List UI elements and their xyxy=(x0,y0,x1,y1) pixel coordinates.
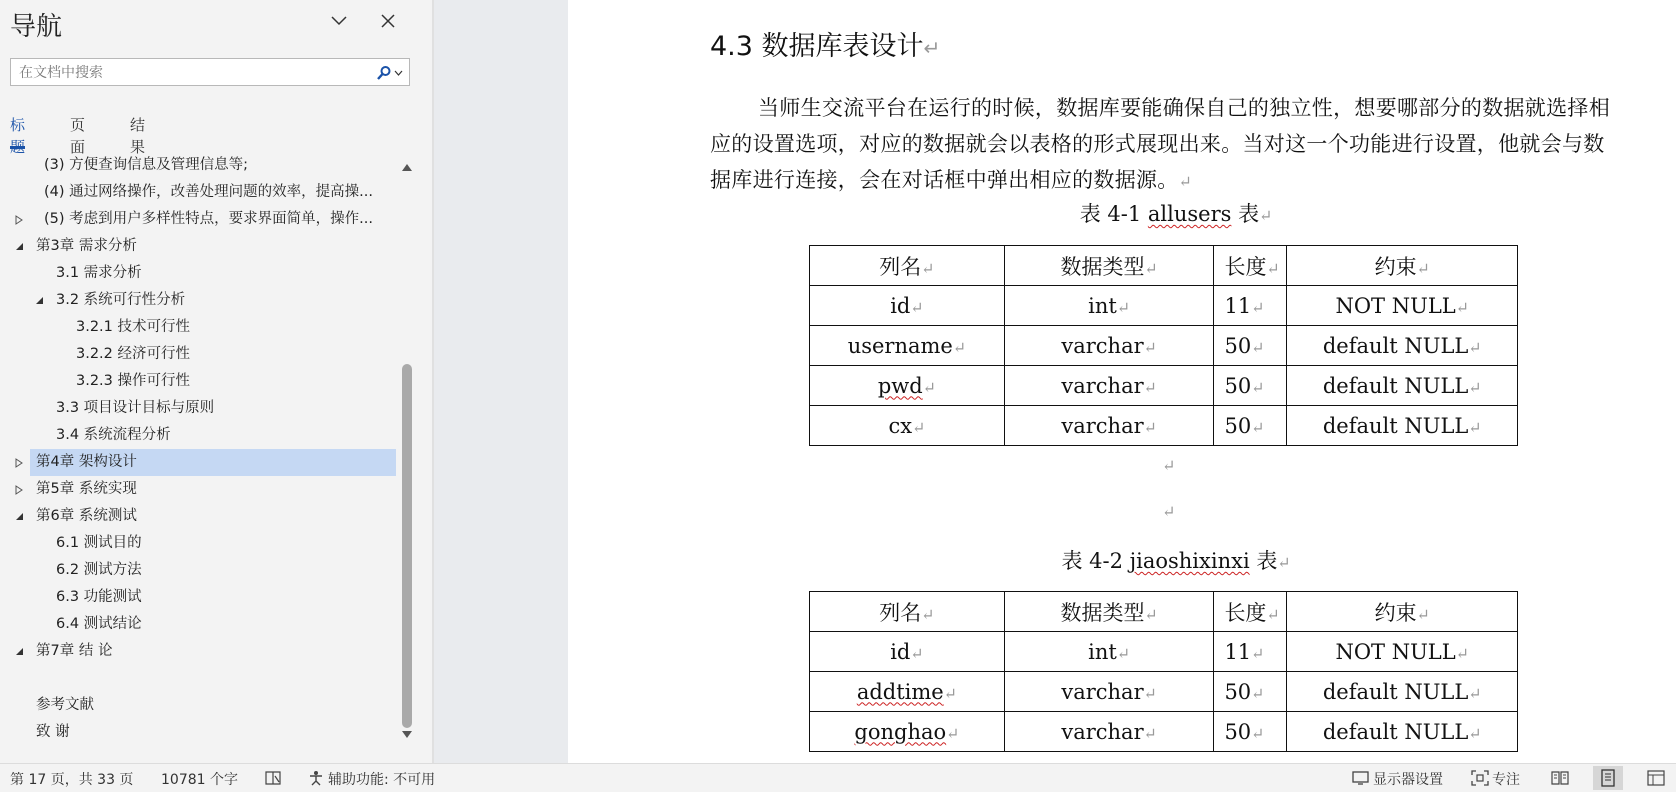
tree-item[interactable]: (4) 通过网络操作，改善处理问题的效率，提高操... xyxy=(44,184,373,200)
search-options-chevron-icon[interactable] xyxy=(394,70,403,76)
table-header-row: 列名↵ 数据类型↵ 长度↵ 约束↵ xyxy=(810,592,1518,632)
table-row: cx↵ varchar↵ 50↵ default NULL↵ xyxy=(810,406,1518,446)
expand-triangle-icon[interactable] xyxy=(14,206,24,233)
tree-item[interactable]: 6.3 功能测试 xyxy=(56,589,142,605)
accessibility-status[interactable]: 辅助功能: 不可用 xyxy=(328,772,436,788)
paragraph-mark: ↵ xyxy=(1162,502,1176,521)
table-row: gonghao↵ varchar↵ 50↵ default NULL↵ xyxy=(810,712,1518,752)
table-row: id↵ int↵ 11↵ NOT NULL↵ xyxy=(810,632,1518,672)
table1-caption: 表 4-1 allusers 表↵ xyxy=(1079,202,1273,226)
tree-item[interactable]: (5) 考虑到用户多样性特点，要求界面简单，操作... xyxy=(44,211,373,227)
heading-tree xyxy=(0,152,396,752)
scrollbar-thumb[interactable] xyxy=(402,364,412,728)
status-bar xyxy=(0,763,1676,792)
search-box xyxy=(10,58,410,86)
accessibility-icon[interactable] xyxy=(307,770,325,786)
page-margin-area xyxy=(434,0,568,763)
tree-item[interactable]: 3.2 系统可行性分析 xyxy=(56,292,186,308)
expand-triangle-icon[interactable] xyxy=(14,476,24,503)
tree-item-chapter[interactable]: 第3章 需求分析 xyxy=(36,238,137,254)
tree-item[interactable]: 6.2 测试方法 xyxy=(56,562,142,578)
tree-item[interactable]: 致 谢 xyxy=(36,724,70,740)
collapse-triangle-icon[interactable] xyxy=(14,503,24,530)
web-layout-view-button[interactable] xyxy=(1641,766,1671,790)
display-settings-icon[interactable] xyxy=(1352,770,1370,786)
chevron-down-icon[interactable] xyxy=(328,10,350,32)
section-heading: 4.3 数据库表设计↵ xyxy=(710,31,941,62)
collapse-triangle-icon[interactable] xyxy=(14,638,24,665)
print-layout-icon xyxy=(1600,769,1616,787)
search-icon[interactable] xyxy=(373,63,403,83)
page-indicator[interactable]: 第 17 页，共 33 页 xyxy=(10,772,134,788)
tree-item[interactable]: 3.2.1 技术可行性 xyxy=(76,319,191,335)
tree-item[interactable]: 参考文献 xyxy=(36,697,94,713)
web-layout-icon xyxy=(1647,770,1665,786)
tree-item[interactable]: 3.1 需求分析 xyxy=(56,265,142,281)
tree-item-chapter[interactable]: 第6章 系统测试 xyxy=(36,508,137,524)
paragraph-mark: ↵ xyxy=(1162,456,1176,475)
tree-item-chapter[interactable]: 第5章 系统实现 xyxy=(36,481,137,497)
proofing-book-icon[interactable] xyxy=(264,770,282,786)
print-layout-view-button[interactable] xyxy=(1593,766,1623,790)
navigation-pane xyxy=(0,0,432,763)
document-page[interactable] xyxy=(568,0,1676,763)
tab-pages[interactable]: 页面 xyxy=(70,116,86,156)
tree-item[interactable]: 3.2.3 操作可行性 xyxy=(76,373,191,389)
table2-caption: 表 4-2 jiaoshixinxi 表↵ xyxy=(1061,549,1291,573)
search-input[interactable] xyxy=(17,61,361,85)
scroll-down-arrow-icon[interactable] xyxy=(401,730,413,740)
focus-button[interactable]: 专注 xyxy=(1492,772,1520,788)
close-icon[interactable] xyxy=(377,10,399,32)
expand-triangle-icon[interactable] xyxy=(14,449,24,476)
nav-title: 导航 xyxy=(10,12,63,42)
table-row: pwd↵ varchar↵ 50↵ default NULL↵ xyxy=(810,366,1518,406)
tree-item[interactable]: 6.1 测试目的 xyxy=(56,535,142,551)
scroll-up-arrow-icon[interactable] xyxy=(401,162,413,172)
tree-item-chapter-selected[interactable]: 第4章 架构设计 xyxy=(30,449,396,476)
focus-mode-icon[interactable] xyxy=(1471,770,1489,786)
table-row: addtime↵ varchar↵ 50↵ default NULL↵ xyxy=(810,672,1518,712)
table-row: id↵ int↵ 11↵ NOT NULL↵ xyxy=(810,286,1518,326)
table-header-row: 列名↵ 数据类型↵ 长度↵ 约束↵ xyxy=(810,246,1518,286)
collapse-triangle-icon[interactable] xyxy=(14,233,24,260)
tree-item[interactable]: 3.2.2 经济可行性 xyxy=(76,346,191,362)
read-mode-icon xyxy=(1551,770,1569,786)
table-row: username↵ varchar↵ 50↵ default NULL↵ xyxy=(810,326,1518,366)
collapse-triangle-icon[interactable] xyxy=(34,287,44,314)
tree-item[interactable]: 3.4 系统流程分析 xyxy=(56,427,171,443)
tree-item[interactable]: (3) 方便查询信息及管理信息等; xyxy=(44,157,249,173)
table-jiaoshixinxi xyxy=(809,591,1518,752)
word-count[interactable]: 10781 个字 xyxy=(161,772,238,788)
nav-scrollbar[interactable] xyxy=(400,158,414,748)
tree-item[interactable]: 3.3 项目设计目标与原则 xyxy=(56,400,215,416)
read-mode-view-button[interactable] xyxy=(1545,766,1575,790)
table-allusers xyxy=(809,245,1518,446)
tree-item-chapter[interactable]: 第7章 结 论 xyxy=(36,643,113,659)
display-settings-button[interactable]: 显示器设置 xyxy=(1373,772,1443,788)
tab-headings[interactable]: 标题 xyxy=(10,116,26,156)
tree-item[interactable]: 6.4 测试结论 xyxy=(56,616,142,632)
body-paragraph: 当师生交流平台在运行的时候，数据库要能确保自己的独立性，想要哪部分的数据就选择相应的设置选项，对应的数据就会以表格的形式展现出来。当对这一个功能进行设置，他就会与数据库进行连接，会在对话框中弹出相应的数据源。↵ xyxy=(710,96,1610,192)
tab-results[interactable]: 结果 xyxy=(130,116,146,156)
